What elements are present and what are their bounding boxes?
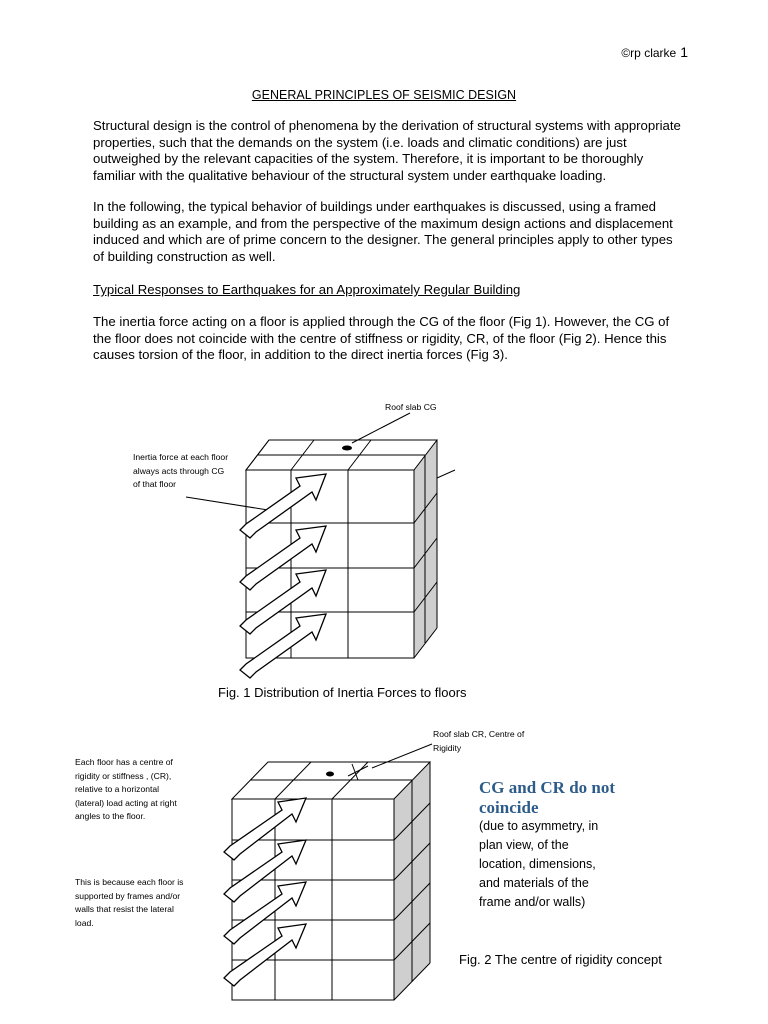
document-title: GENERAL PRINCIPLES OF SEISMIC DESIGN — [251, 88, 517, 102]
fig1-inertia-label: Inertia force at each floor always acts through CG of that floor — [133, 452, 229, 489]
fig2-caption: Fig. 2 The centre of rigidity concept — [459, 952, 662, 967]
intro-paragraph: Structural design is the control of phenomena by the derivation of structural systems with appropriate properties, such that the demands on the system (i.e. loads and climatic conditions) are just outweighed by the relevant capacities of the system. Therefore, it is important to be thoroughly familiar with the qualitative behaviour of the structural system under earthquake loading. — [93, 118, 681, 183]
fig1-roof-label: Roof slab CG — [385, 402, 437, 412]
inertia-paragraph: The inertia force acting on a floor is applied through the CG of the floor (Fig 1). However, the CG of the floor does not coincide with the centre of stiffness or rigidity, CR, of the floor (Fig 2). Hence this causes torsion of the floor, in addition to the direct inertia forces (Fig 3). — [93, 314, 670, 362]
fig2-frames-description: This is because each floor is supported by frames and/or walls that resist the lateral load. — [75, 877, 184, 928]
author-credit: ©rp clarke — [621, 46, 677, 60]
fig2-explanation: (due to asymmetry, in plan view, of the location, dimensions, and materials of the frame and/or walls) — [479, 819, 599, 909]
fig2-heading: CG and CR do not coincide — [479, 778, 616, 817]
fig2-cr-description: Each floor has a centre of rigidity or stiffness , (CR), relative to a horizontal (lateral) load acting at right angles to the floor. — [75, 757, 177, 821]
section-heading: Typical Responses to Earthquakes for an Approximately Regular Building — [93, 282, 521, 297]
following-paragraph: In the following, the typical behavior of buildings under earthquakes is discussed, using a framed building as an example, and from the perspective of the maximum design actions and displacement induced and which are of prime concern to the designer. The general principles apply to other types of building construction as well. — [93, 199, 673, 264]
fig1-caption: Fig. 1 Distribution of Inertia Forces to floors — [218, 685, 467, 700]
page-number: 1 — [680, 44, 688, 60]
fig2-roof-label: Roof slab CR, Centre of Rigidity — [433, 729, 525, 753]
